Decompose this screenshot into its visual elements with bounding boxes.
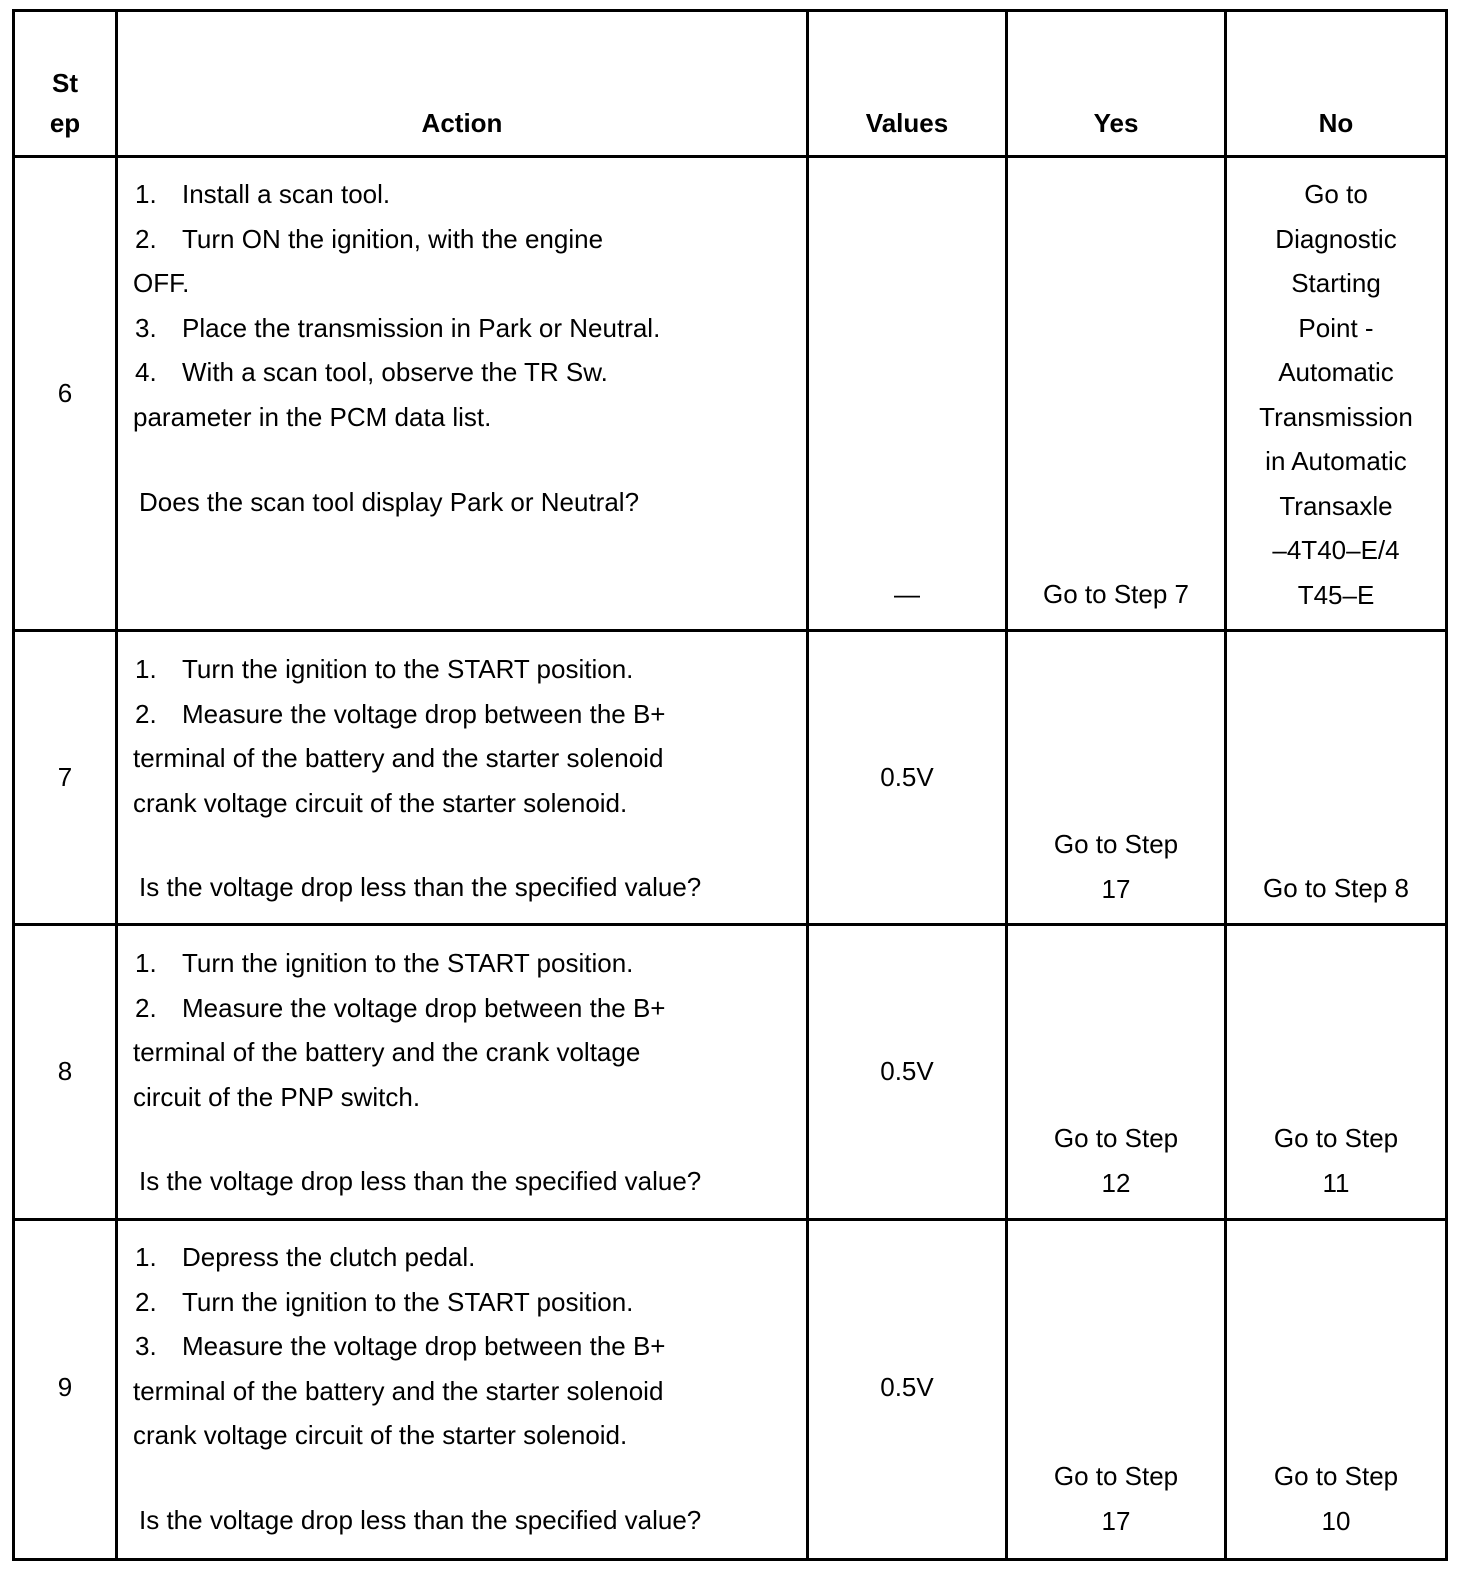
diagnostic-table bbox=[12, 9, 1448, 1561]
yes-text: Go to Step bbox=[1053, 1461, 1179, 1491]
no-text: Transmission bbox=[1259, 401, 1413, 432]
action-cell bbox=[133, 941, 803, 1204]
action-text: Turn the ignition to the START position. bbox=[182, 948, 634, 978]
no-text: Diagnostic bbox=[1275, 223, 1397, 254]
header-step bbox=[15, 12, 115, 155]
action-text: terminal of the battery and the starter solenoid bbox=[133, 1375, 664, 1406]
yes-text: Go to Step 7 bbox=[1043, 579, 1189, 609]
column-divider bbox=[115, 12, 118, 1558]
step-number-text: 6 bbox=[57, 378, 73, 408]
yes-text: 12 bbox=[1101, 1167, 1131, 1198]
no-text: Starting bbox=[1291, 268, 1381, 298]
action-number: 3. bbox=[135, 312, 157, 343]
row-divider bbox=[15, 629, 1445, 632]
action-question: Is the voltage drop less than the specified value? bbox=[139, 1504, 702, 1535]
action-question: Is the voltage drop less than the specified value? bbox=[139, 1166, 702, 1196]
no-cell bbox=[1227, 1116, 1445, 1205]
action-question: Is the voltage drop less than the specified value? bbox=[139, 872, 702, 902]
no-text: T45–E bbox=[1297, 579, 1375, 610]
action-question: Does the scan tool display Park or Neutral? bbox=[139, 487, 640, 517]
action-number: 1. bbox=[135, 179, 157, 209]
value-text: 0.5V bbox=[880, 762, 934, 792]
action-number: 1. bbox=[135, 1242, 157, 1272]
yes-cell bbox=[1008, 1454, 1224, 1543]
header-values bbox=[809, 12, 1005, 155]
action-text: crank voltage circuit of the starter solenoid. bbox=[133, 1420, 628, 1450]
action-number: 2. bbox=[135, 223, 157, 254]
action-text: Measure the voltage drop between the B+ bbox=[182, 698, 666, 729]
action-number: 3. bbox=[135, 1331, 157, 1361]
step-number bbox=[15, 1049, 115, 1094]
action-text: Turn the ignition to the START position. bbox=[182, 1286, 634, 1317]
action-text: circuit of the PNP switch. bbox=[133, 1081, 421, 1112]
step-number bbox=[15, 755, 115, 800]
no-cell bbox=[1227, 172, 1445, 617]
no-text: Go to bbox=[1304, 179, 1368, 209]
action-text: Measure the voltage drop between the B+ bbox=[182, 1331, 666, 1361]
action-number: 1. bbox=[135, 654, 157, 684]
action-cell bbox=[133, 1235, 803, 1542]
header-step-line: St bbox=[52, 68, 78, 98]
action-text: terminal of the battery and the crank voltage bbox=[133, 1037, 641, 1067]
step-number bbox=[15, 371, 115, 416]
value-cell bbox=[809, 1049, 1005, 1094]
value-cell bbox=[809, 1365, 1005, 1410]
no-text: Transaxle bbox=[1279, 490, 1393, 521]
no-text: 10 bbox=[1321, 1505, 1351, 1536]
yes-text: Go to Step bbox=[1053, 1123, 1179, 1153]
header-no-label: No bbox=[1318, 108, 1354, 138]
action-text: OFF. bbox=[133, 268, 190, 298]
header-yes-label: Yes bbox=[1093, 108, 1139, 138]
yes-cell bbox=[1008, 1116, 1224, 1205]
action-text: With a scan tool, observe the TR Sw. bbox=[182, 357, 608, 387]
action-number: 1. bbox=[135, 948, 157, 978]
value-text: 0.5V bbox=[880, 1372, 934, 1402]
action-text: parameter in the PCM data list. bbox=[133, 401, 492, 432]
action-text: crank voltage circuit of the starter solenoid. bbox=[133, 787, 628, 818]
header-no bbox=[1227, 12, 1445, 155]
no-text: in Automatic bbox=[1265, 446, 1407, 476]
yes-cell bbox=[1008, 822, 1224, 911]
yes-cell bbox=[1008, 572, 1224, 617]
no-text: Go to Step bbox=[1273, 1123, 1399, 1153]
action-text: Turn the ignition to the START position. bbox=[182, 654, 634, 684]
step-number bbox=[15, 1365, 115, 1410]
no-cell bbox=[1227, 1454, 1445, 1543]
action-cell bbox=[133, 172, 803, 525]
action-text: Turn ON the ignition, with the engine bbox=[182, 223, 604, 254]
header-values-label: Values bbox=[865, 108, 949, 138]
row-divider bbox=[15, 155, 1445, 158]
value-cell bbox=[809, 572, 1005, 617]
action-number: 4. bbox=[135, 357, 157, 387]
no-text: Point - bbox=[1298, 312, 1374, 343]
action-text: terminal of the battery and the starter solenoid bbox=[133, 743, 664, 773]
no-text: 11 bbox=[1322, 1167, 1350, 1198]
no-text: Automatic bbox=[1278, 357, 1394, 387]
action-number: 2. bbox=[135, 992, 157, 1023]
action-number: 2. bbox=[135, 698, 157, 729]
header-action bbox=[118, 12, 806, 155]
no-text: Go to Step 8 bbox=[1263, 873, 1409, 903]
row-divider bbox=[15, 923, 1445, 926]
no-cell bbox=[1227, 866, 1445, 911]
value-text: — bbox=[894, 579, 920, 609]
value-text: 0.5V bbox=[880, 1056, 934, 1086]
action-cell bbox=[133, 647, 803, 910]
step-number-text: 8 bbox=[57, 1056, 73, 1086]
step-number-text: 9 bbox=[57, 1372, 73, 1402]
action-text: Measure the voltage drop between the B+ bbox=[182, 992, 666, 1023]
action-text: Place the transmission in Park or Neutral. bbox=[182, 312, 661, 343]
header-yes bbox=[1008, 12, 1224, 155]
column-divider bbox=[1005, 12, 1008, 1558]
yes-text: Go to Step bbox=[1053, 829, 1179, 859]
yes-text: 17 bbox=[1101, 1505, 1131, 1536]
header-action-label: Action bbox=[421, 108, 503, 138]
value-cell bbox=[809, 755, 1005, 800]
no-text: –4T40–E/4 bbox=[1272, 535, 1400, 565]
step-number-text: 7 bbox=[57, 762, 73, 792]
action-text: Install a scan tool. bbox=[182, 179, 391, 209]
header-step-line: ep bbox=[49, 108, 81, 138]
row-divider bbox=[15, 1218, 1445, 1221]
yes-text: 17 bbox=[1101, 873, 1131, 904]
no-text: Go to Step bbox=[1273, 1461, 1399, 1491]
action-number: 2. bbox=[135, 1286, 157, 1317]
action-text: Depress the clutch pedal. bbox=[182, 1242, 476, 1272]
